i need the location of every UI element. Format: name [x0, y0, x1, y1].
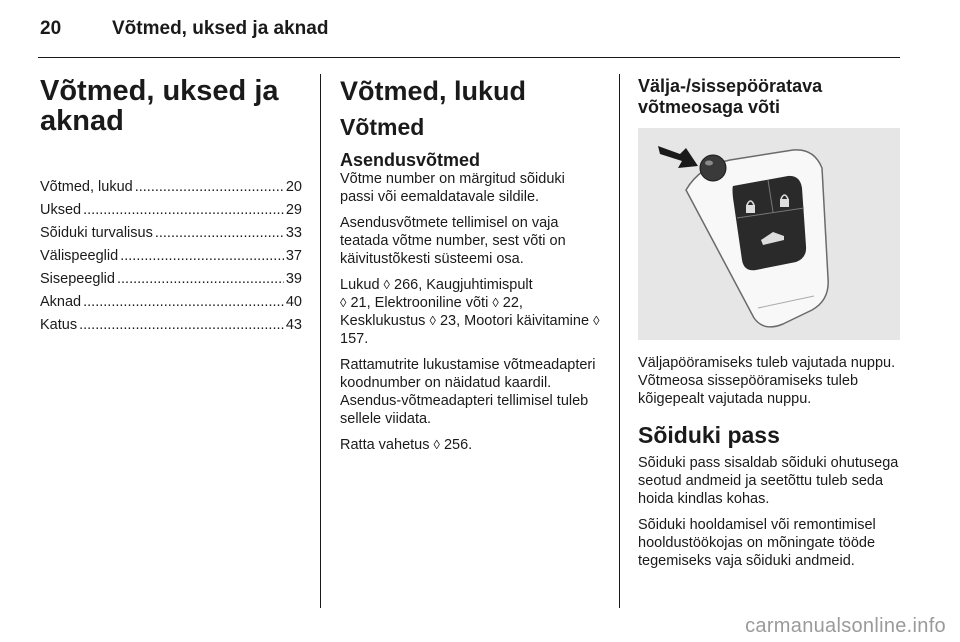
section-title: Võtmed, lukud — [340, 76, 527, 106]
paragraph-references: Lukud ◊ 266, Kaugjuhtimispult ◊ 21, Elektrooniline võti ◊ 22, Kesklukustus ◊ 23, Mootori käivitamine ◊ 157. — [340, 277, 600, 347]
page-number: 20 — [40, 18, 62, 39]
ref-arrow-icon: ◊ — [433, 437, 440, 452]
paragraph: Sõiduki pass sisaldab sõiduki ohutusega seotud andmeid ja seetõttu tuleb seda hoida kindlas kohas. — [638, 455, 899, 507]
ref-arrow-icon: ◊ — [492, 295, 499, 310]
toc-entry[interactable]: Võtmed, lukud ..... 20 — [40, 176, 302, 199]
key-fob-column — [638, 76, 900, 578]
page-header — [40, 18, 328, 40]
ref-arrow-icon: ◊ — [429, 313, 436, 328]
toc-entry[interactable]: Välispeeglid ..... 37 — [40, 245, 302, 268]
vehicle-passport-title: Sõiduki pass — [638, 422, 780, 448]
key-fob-illustration — [638, 128, 900, 340]
table-of-contents — [40, 176, 302, 337]
paragraph: Väljapööramiseks tuleb vajutada nuppu. Võtmeosa sissepööramiseks tuleb kõigepealt vajutada nuppu. — [638, 355, 896, 407]
heading-folding-key: Välja-/sissepööratava võtmeosaga võti — [638, 76, 823, 117]
paragraph: Võtme number on märgitud sõiduki passi või eemaldatavale sildile. — [340, 171, 565, 205]
ref-arrow-icon: ◊ — [383, 277, 390, 292]
column-divider-2 — [619, 74, 620, 608]
toc-entry[interactable]: Uksed ..... 29 — [40, 199, 302, 222]
heading-replacement-keys: Asendusvõtmed — [340, 150, 481, 170]
keys-column — [340, 76, 602, 462]
toc-column — [40, 76, 302, 337]
toc-entry[interactable]: Sisepeeglid ..... 39 — [40, 268, 302, 291]
watermark: carmanualsonline.info — [745, 615, 946, 637]
ref-arrow-icon: ◊ — [593, 313, 600, 328]
paragraph-references: Ratta vahetus ◊ 256. — [340, 437, 473, 453]
paragraph: Rattamutrite lukustamise võtmeadapteri koodnumber on näidatud kaardil. Asendus-võtmeadapteri tellimisel tuleb sellele viidata. — [340, 357, 596, 427]
ref-arrow-icon: ◊ — [340, 295, 347, 310]
header-rule — [38, 57, 900, 58]
column-divider-1 — [320, 74, 321, 608]
toc-entry[interactable]: Aknad ..... 40 — [40, 291, 302, 314]
subsection-title: Võtmed — [340, 114, 425, 140]
running-title: Võtmed, uksed ja aknad — [112, 18, 329, 39]
chapter-title: Võtmed, uksed ja aknad — [40, 75, 279, 137]
toc-entry[interactable]: Sõiduki turvalisus ..... 33 — [40, 222, 302, 245]
toc-entry[interactable]: Katus ..... 43 — [40, 314, 302, 337]
paragraph: Sõiduki hooldamisel või remontimisel hooldustöökojas on mõningate tööde tegemiseks vaja sõiduki andmeid. — [638, 517, 876, 569]
paragraph: Asendusvõtmete tellimisel on vaja teatada võtme number, sest võti on käivitustõkesti süsteemi osa. — [340, 215, 566, 267]
